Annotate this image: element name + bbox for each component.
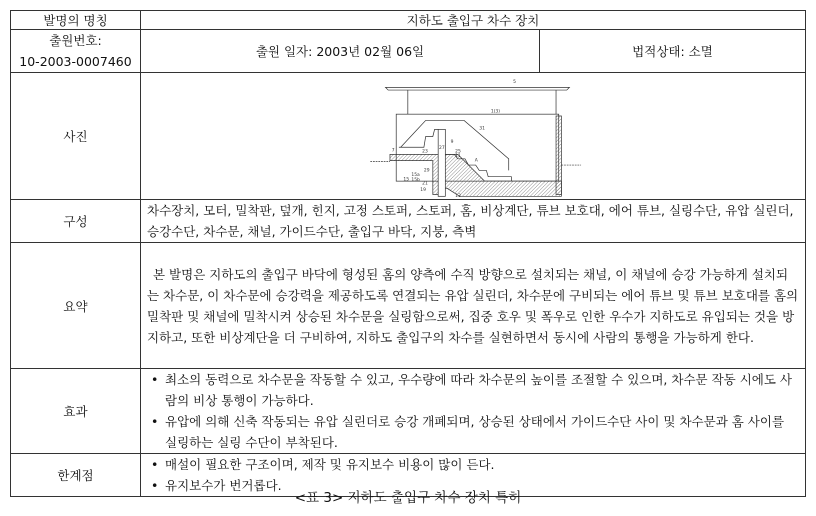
label-29: 29 xyxy=(423,167,430,173)
limit-item: • 매설이 필요한 구조이며, 제작 및 유지보수 비용이 많이 든다. xyxy=(165,454,799,475)
photo-label: 사진 xyxy=(11,73,141,200)
summary-text: 본 발명은 지하도의 출입구 바닥에 형성된 홈의 양측에 수직 방향으로 설치되는 채널, 이 채널에 승강 가능하게 설치되는 차수문, 이 차수문에 승강력을 제공하도록 연결되는 유압 실린더, 차수문에 구비되는 에어 튜브 및 튜브 보호대를 홈의 밀착판 및 채널에 밀착시켜 상승된 차수문을 실링함으로써, 집중 호우 및 폭우로 인한 우수가 지하도로 유입되는 것을 방지하고, 또한 비상계단을 더 구비하여, 지하도 출입구의 차수를 실현하면서 동시에 사람의 통행을 가능하게 한다. xyxy=(141,243,806,369)
effect-item: • 유압에 의해 신축 작동되는 유압 실린더로 승강 개폐되며, 상승된 상태에서 가이드수단 사이 및 차수문과 홈 사이를 실링하는 실링 수단이 부착된다. xyxy=(165,411,799,453)
effect-item: • 최소의 동력으로 차수문을 작동할 수 있고, 우수량에 따라 차수문의 높이를 조절할 수 있으며, 차수문 작동 시에도 사람의 비상 통행이 가능하다. xyxy=(165,369,799,411)
label-23: 23 xyxy=(422,149,428,155)
effects-list xyxy=(141,369,806,454)
legal-status: 법적상태: 소멸 xyxy=(540,30,806,73)
title-label: 발명의 명칭 xyxy=(11,11,141,30)
label-5: 5 xyxy=(513,79,517,85)
label-9: 9 xyxy=(450,139,454,145)
roof-shape xyxy=(386,87,570,90)
label-15a: 15a xyxy=(411,172,420,178)
building-outline xyxy=(396,114,559,181)
label-13: 13 xyxy=(455,193,461,199)
summary-label: 요약 xyxy=(11,243,141,369)
table-caption: <표 3> 지하도 출입구 차수 장치 특허 xyxy=(294,490,522,506)
label-15: 15 xyxy=(403,176,410,182)
label-1-3: 1(3) xyxy=(490,108,501,114)
label-19: 19 xyxy=(420,187,426,193)
limits-label: 한계점 xyxy=(11,454,141,497)
patent-table xyxy=(10,10,806,497)
label-27: 27 xyxy=(439,145,445,151)
photo-cell xyxy=(141,73,806,200)
label-31: 31 xyxy=(479,125,485,131)
effects-label: 효과 xyxy=(11,369,141,454)
application-number-label: 출원번호: xyxy=(49,33,102,48)
label-7: 7 xyxy=(391,148,395,154)
label-25: 25 xyxy=(455,149,461,155)
application-number-value: 10-2003-0007460 xyxy=(19,54,132,69)
composition-label: 구성 xyxy=(11,200,141,243)
limit-item: • 유지보수가 번거롭다. xyxy=(165,475,799,496)
label-21: 21 xyxy=(422,181,428,187)
application-number xyxy=(11,30,141,73)
label-11: 11 xyxy=(455,153,461,159)
application-date: 출원 일자: 2003년 02월 06일 xyxy=(141,30,540,73)
patent-drawing xyxy=(338,74,608,199)
composition-text: 차수장치, 모터, 밀착판, 덮개, 힌지, 고정 스토퍼, 스토퍼, 홈, 비상계단, 튜브 보호대, 에어 튜브, 실링수단, 유압 실린더, 승강수단, 차수문, 채널, 가이드수단, 출입구 바닥, 지붕, 측벽 xyxy=(141,200,806,243)
invention-title: 지하도 출입구 차수 장치 xyxy=(141,11,806,30)
label-15b: 15b xyxy=(411,177,420,183)
label-a: A xyxy=(474,158,478,163)
